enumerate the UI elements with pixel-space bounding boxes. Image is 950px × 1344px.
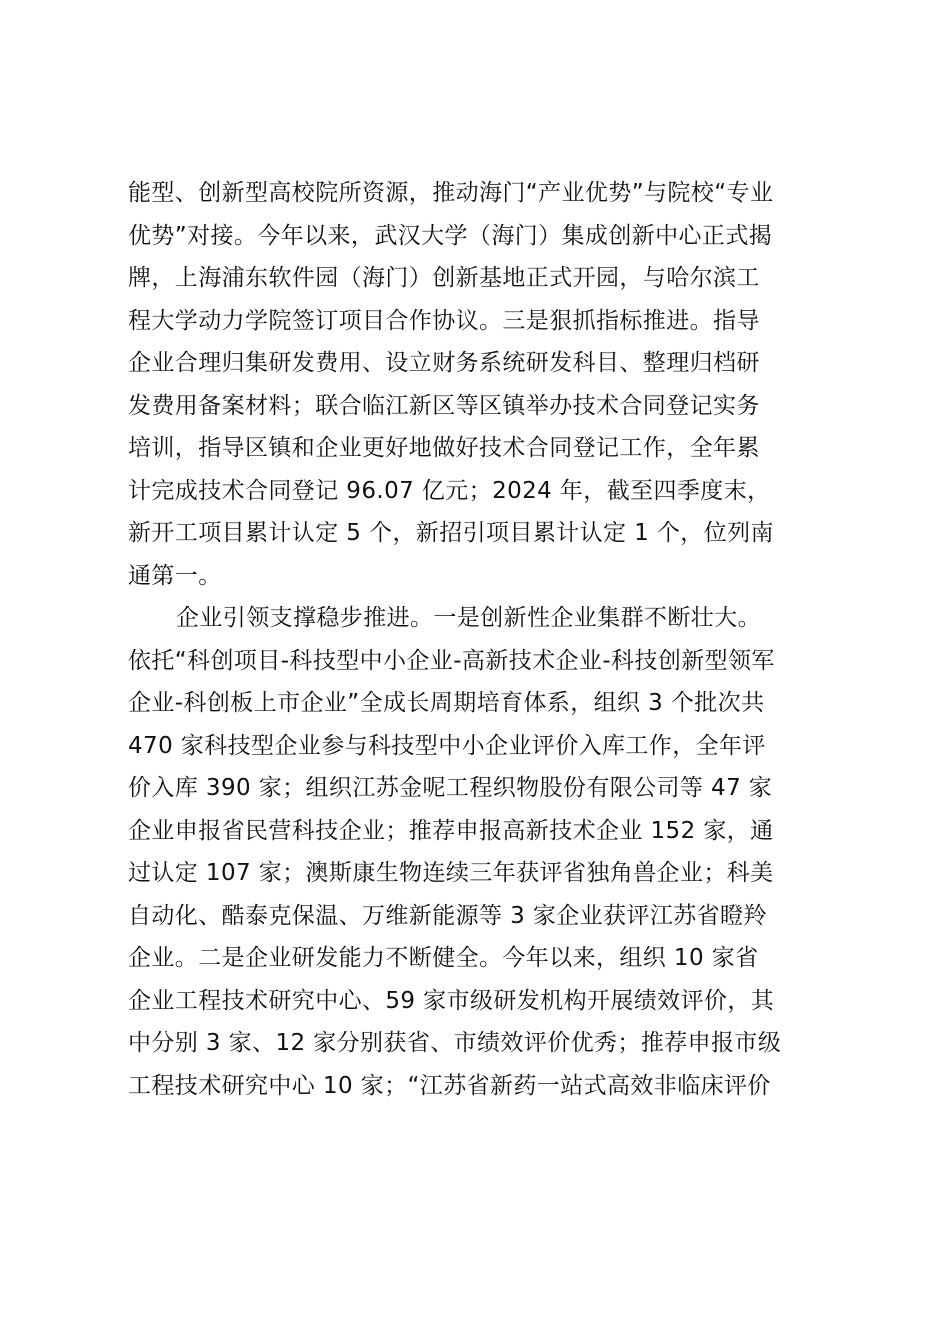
text-line: 工程技术研究中心 10 家；“江苏省新药一站式高效非临床评价 xyxy=(128,1072,771,1099)
text-line: 能型、创新型高校院所资源，推动海门“产业优势”与院校“专业 xyxy=(128,180,774,206)
text-line: 企业合理归集研发费用、设立财务系统研发科目、整理归档研 xyxy=(128,350,760,376)
text-line: 价入库 390 家；组织江苏金呢工程织物股份有限公司等 47 家 xyxy=(128,775,773,801)
text-line: 新开工项目累计认定 5 个，新招引项目累计认定 1 个，位列南 xyxy=(128,520,774,546)
paragraph xyxy=(128,597,840,1107)
text-line: 程大学动力学院签订项目合作协议。三是狠抓指标推进。指导 xyxy=(128,307,760,334)
text-line: 自动化、酷泰克保温、万维新能源等 3 家企业获评江苏省瞪羚 xyxy=(128,902,767,929)
text-line: 过认定 107 家；澳斯康生物连续三年获评省独角兽企业；科美 xyxy=(128,860,774,886)
text-line: 企业申报省民营科技企业；推荐申报高新技术企业 152 家，通 xyxy=(128,817,774,844)
text-line: 培训，指导区镇和企业更好地做好技术合同登记工作，全年累 xyxy=(128,435,760,461)
text-line: 优势”对接。今年以来，武汉大学（海门）集成创新中心正式揭 xyxy=(128,222,773,249)
text-line: 中分别 3 家、12 家分别获省、市绩效评价优秀；推荐申报市级 xyxy=(128,1030,782,1056)
text-line: 牌，上海浦东软件园（海门）创新基地正式开园，与哈尔滨工 xyxy=(128,265,760,291)
paragraph xyxy=(128,172,840,597)
body-text xyxy=(128,172,840,1107)
text-line: 企业引领支撑稳步推进。一是创新性企业集群不断壮大。 xyxy=(176,605,761,631)
text-line: 计完成技术合同登记 96.07 亿元；2024 年，截至四季度末， xyxy=(128,477,771,504)
text-line: 企业。二是企业研发能力不断健全。今年以来，组织 10 家省 xyxy=(128,945,759,971)
text-line: 通第一。 xyxy=(128,562,222,589)
text-line: 470 家科技型企业参与科技型中小企业评价入库工作，全年评 xyxy=(128,732,766,759)
text-line: 依托“科创项目-科技型中小企业-高新技术企业-科技创新型领军 xyxy=(128,647,775,674)
text-line: 发费用备案材料；联合临江新区等区镇举办技术合同登记实务 xyxy=(128,392,760,419)
text-line: 企业工程技术研究中心、59 家市级研发机构开展绩效评价，其 xyxy=(128,987,775,1014)
text-line: 企业-科创板上市企业”全成长周期培育体系，组织 3 个批次共 xyxy=(128,690,765,716)
